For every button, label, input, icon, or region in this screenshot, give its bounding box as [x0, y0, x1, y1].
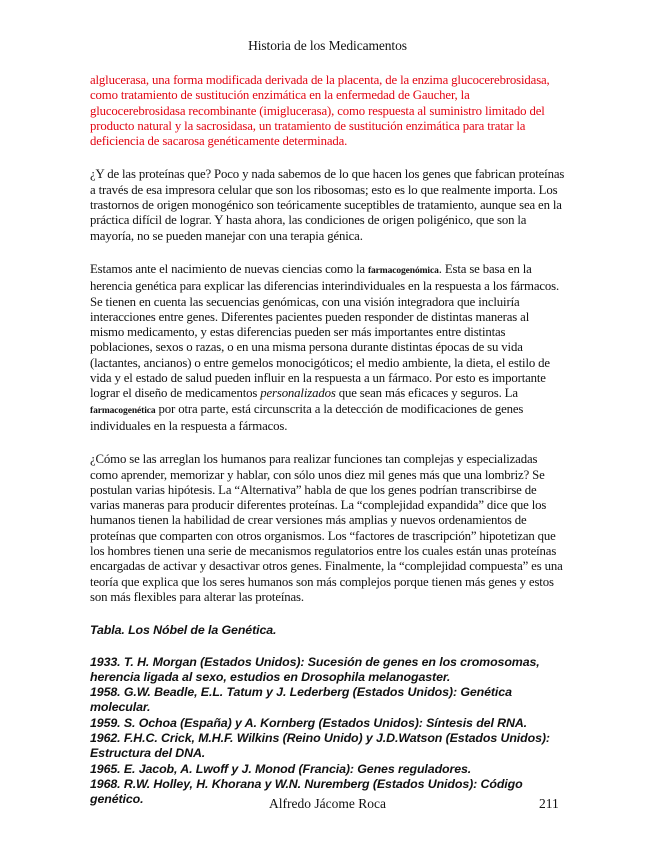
italic-personalizados: personalizados: [260, 386, 336, 401]
table-entry: 1959. S. Ochoa (España) y A. Kornberg (Estados Unidos): Síntesis del RNA.: [90, 715, 528, 730]
table-entry: 1968. R.W. Holley, H. Khorana y W.N. Nuremberg (Estados Unidos): Código genético.: [90, 776, 523, 807]
paragraph-enzyme-therapies: alglucerasa, una forma modificada derivada de la placenta, de la enzima glucocerebrosidasa, como tratamiento de sustitución enzimática en la enfermedad de Gaucher, la glucocerebrosidasa recombinante (imiglucerasa), como respuesta al suministro limitado del producto natural y la sacrosidasa, un tratamiento de sustitución enzimática para tratar la deficiencia de sacarosa genéticamente determinada.: [90, 73, 550, 149]
paragraph-pharmacogenomics: [90, 262, 566, 434]
footer-author: Alfredo Jácome Roca: [269, 796, 386, 811]
page-number: 211: [539, 796, 559, 811]
term-farmacogenomica: farmacogenómica: [367, 265, 439, 276]
page-body: [90, 73, 566, 807]
table-entry: 1962. F.H.C. Crick, M.H.F. Wilkins (Reino Unido) y J.D.Watson (Estados Unidos): Estructura del DNA.: [90, 730, 550, 761]
table-entry: 1958. G.W. Beadle, E.L. Tatum y J. Lederberg (Estados Unidos): Genética molecular.: [90, 685, 512, 715]
text-run: que sean más eficaces y seguros. La: [335, 386, 518, 401]
nobel-genetics-table: [90, 623, 566, 807]
term-farmacogenetica: farmacogenética: [90, 405, 156, 416]
text-run: Estamos ante el nacimiento de nuevas ciencias como la: [90, 261, 368, 276]
table-entry: 1933. T. H. Morgan (Estados Unidos): Sucesión de genes en los cromosomas, herencia ligada al sexo, estudios en Drosophila melanogaster.: [90, 654, 540, 684]
page-header: Historia de los Medicamentos: [248, 38, 407, 53]
paragraph-proteins: ¿Y de las proteínas que? Poco y nada sabemos de lo que hacen los genes que fabrican proteínas a través de esa impresora celular que son los ribosomas; esto es lo que realmente importa. Los trastornos de origen monogénico son teóricamente suceptibles de tratamiento, aunque sea en la práctica difícil de lograr. Y hasta ahora, las condiciones de origen poligénico, que son la mayoría, no se pueden manejar con una terapia génica.: [90, 167, 565, 243]
table-entry: 1965. E. Jacob, A. Lwoff y J. Monod (Francia): Genes reguladores.: [90, 761, 472, 776]
text-run: por otra parte, está circunscrita a la detección de modificaciones de genes individuales en la respuesta a fármacos.: [90, 401, 524, 433]
paragraph-gene-complexity: ¿Cómo se las arreglan los humanos para realizar funciones tan complejas y especializadas como aprender, memorizar y hablar, con sólo unos diez mil genes más que una lombriz? Se postulan varias hipótesis. La “Alternativa” habla de que los genes podrían transcribirse de varias maneras para producir diferentes proteínas. La “complejidad expandida” dice que los humanos tienen la habilidad de crear versiones más amplias y nuevos ordenamientos de proteínas que comparten con otros organismos. Los “factores de trascripción” hipotetizan que los hombres tienen una serie de mecanismos regulatorios entre los cuales están unas proteínas encargadas de activar y desactivar otros genes. Finalmente, la “complejidad compuesta” es una teoría que explica que los seres humanos son más complejos porque tienen más genes y estos son más flexibles para alterar las proteínas.: [90, 452, 563, 604]
text-run: . Esta se basa en la herencia genética para explicar las diferencias interindividuales en la respuesta a los fármacos. Se tienen en cuenta las secuencias genómicas, con una visión integradora que incluiría interacciones entre genes. Diferentes pacientes pueden responder de distintas maneras al mismo medicamento, y estas diferencias pueden ser más importantes entre distintas poblaciones, sexos o razas, o en una misma persona durante distintas épocas de su vida (lactantes, ancianos) o entre gemelos monocigóticos; el medio ambiente, la dieta, el estilo de vida y el estado de salud pueden influir en la respuesta a un fármaco. Por esto es importante lograr el diseño de medicamentos: [90, 261, 560, 401]
table-title: Tabla. Los Nóbel de la Genética.: [90, 623, 277, 638]
